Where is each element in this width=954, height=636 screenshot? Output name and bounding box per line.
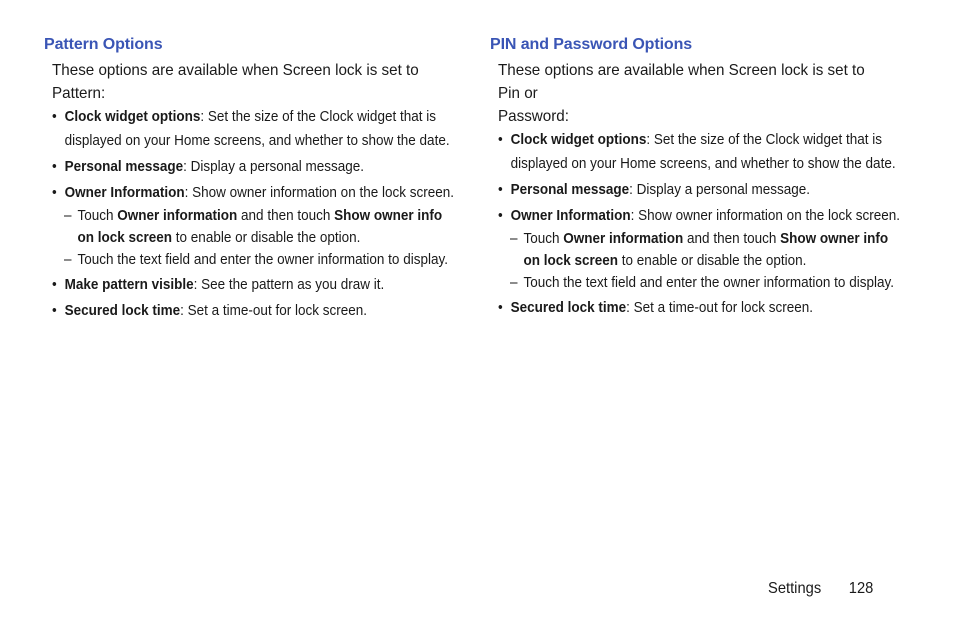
bullet-icon: •	[52, 158, 57, 175]
bullet-icon: •	[498, 181, 503, 198]
bullet-icon: •	[498, 207, 503, 224]
dash-icon: –	[64, 207, 72, 224]
list-item-secured-lock-time: • Secured lock time: Set a time-out for lock screen.	[52, 299, 412, 323]
item-label: Make pattern visible	[64, 276, 194, 293]
section-heading: Pattern Options	[44, 36, 163, 53]
section-heading: PIN and Password Options	[490, 36, 693, 53]
pattern-options-section	[44, 34, 455, 323]
list-item-clock-widget: • Clock widget options: Set the size of the Clock widget that is displayed on your Home screens, and whether to show the date.	[498, 128, 858, 176]
page-number: 128	[848, 580, 874, 597]
item-label: Clock widget options	[510, 131, 647, 148]
dash-icon: –	[510, 274, 518, 291]
item-label: Secured lock time	[64, 302, 181, 319]
sub-item-show-owner-info: – Touch Owner information and then touch Show owner info on lock screen to enable or disable the option.	[64, 207, 443, 246]
item-label: Clock widget options	[64, 108, 201, 125]
item-label: Personal message	[64, 158, 184, 175]
page-footer	[768, 579, 873, 599]
item-label: Owner Information	[510, 207, 631, 224]
pin-password-options-section	[490, 34, 901, 320]
dash-icon: –	[64, 251, 72, 268]
intro-text: These options are available when Screen lock is set to Pattern:	[52, 62, 419, 102]
bullet-icon: •	[52, 184, 57, 201]
bullet-icon: •	[52, 108, 57, 125]
intro-text: These options are available when Screen lock is set to Pin or Password:	[498, 62, 865, 125]
bullet-icon: •	[52, 276, 57, 293]
item-label: Secured lock time	[510, 299, 627, 316]
sub-item-show-owner-info: – Touch Owner information and then touch Show owner info on lock screen to enable or disable the option.	[510, 230, 889, 269]
list-item-clock-widget: • Clock widget options: Set the size of the Clock widget that is displayed on your Home screens, and whether to show the date.	[52, 105, 412, 153]
list-item-owner-information: • Owner Information: Show owner information on the lock screen.	[498, 204, 858, 228]
bullet-icon: •	[498, 299, 503, 316]
list-item-personal-message: • Personal message: Display a personal message.	[498, 178, 858, 202]
sub-item-text-field: – Touch the text field and enter the owner information to display.	[510, 272, 859, 294]
item-label: Personal message	[510, 181, 630, 198]
footer-section-name: Settings	[768, 580, 822, 597]
list-item-make-pattern-visible: • Make pattern visible: See the pattern as you draw it.	[52, 273, 412, 297]
bullet-icon: •	[498, 131, 503, 148]
dash-icon: –	[510, 230, 518, 247]
list-item-personal-message: • Personal message: Display a personal message.	[52, 155, 412, 179]
bullet-icon: •	[52, 302, 57, 319]
sub-item-text-field: – Touch the text field and enter the owner information to display.	[64, 249, 413, 271]
list-item-owner-information: • Owner Information: Show owner information on the lock screen.	[52, 181, 412, 205]
list-item-secured-lock-time: • Secured lock time: Set a time-out for lock screen.	[498, 296, 858, 320]
item-label: Owner Information	[64, 184, 185, 201]
